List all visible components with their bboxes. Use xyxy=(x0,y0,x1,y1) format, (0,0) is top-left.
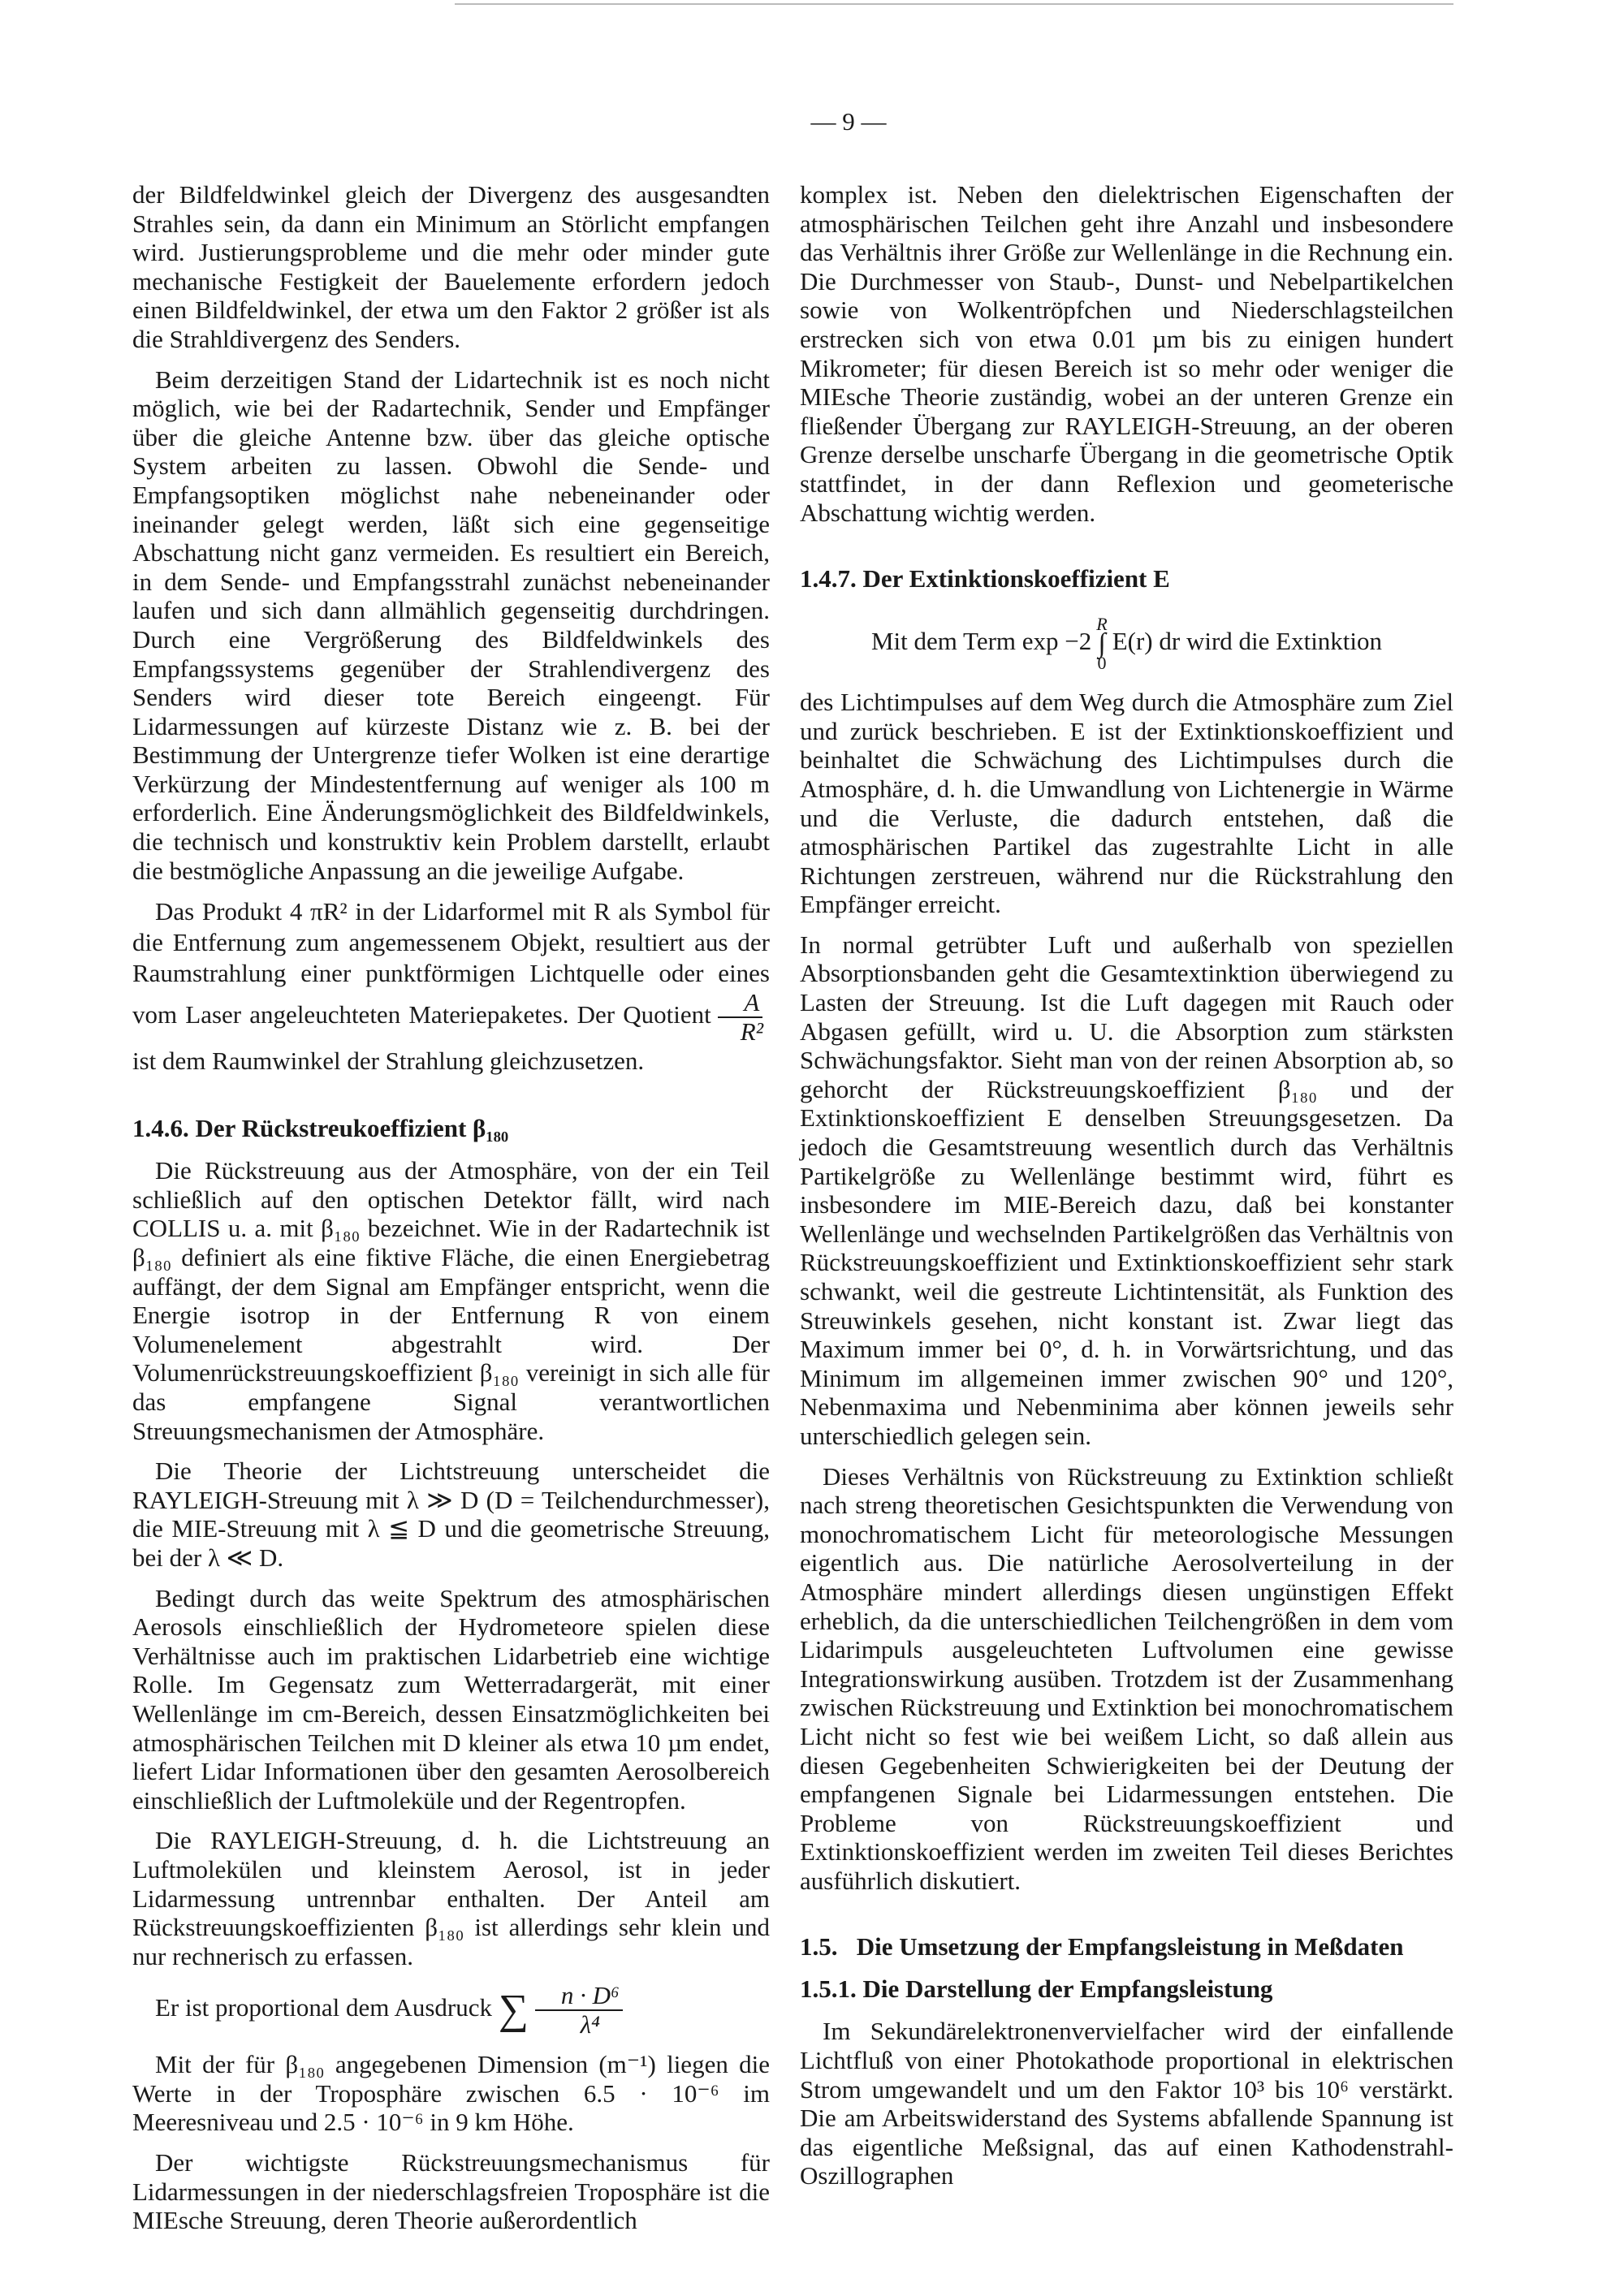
left-column xyxy=(132,180,770,2246)
section-heading-1-4-7: 1.4.7. Der Extinktionskoeffizient E xyxy=(800,564,1170,593)
denominator: λ⁴ xyxy=(580,2010,600,2039)
paragraph: Dieses Verhältnis von Rückstreuung zu Extinktion schließt nach streng theoretischen Gesichtspunkten die Verwendung von monochromatischem Licht für meteorologische Messungen eigentlich aus. Die natürliche Aerosolverteilung in der Atmosphäre mindert allerdings diesen ungünstigen Effekt erheblich, da die unterschiedlichen Teilchengrößen in dem vom Lidarimpuls ausgeleuchteten Luftvolumen eine gewisse Integrationswirkung ausüben. Trotzdem ist der Zusammenhang zwischen Rückstreuung und Extinktion bei monochromatischem Licht nicht so fest wie bei weißem Licht, so daß allein aus diesen Gegebenheiten Schwierigkeiten bei der Deutung der empfangenen Signale bei Lidarmessungen entstehen. Die Probleme von Rückstreuungskoeffizient und Extinktionskoeffizient werden im zweiten Teil dieses Berichtes ausführlich diskutiert. xyxy=(800,1461,1453,1895)
paragraph: Im Sekundärelektronenvervielfacher wird der einfallende Lichtfluß von einer Photokathode proportional in elektrischen Strom umgewandelt und um den Faktor 10³ bis 10⁶ verstärkt. Die am Arbeitswiderstand des Systems abfallende Spannung ist das eigentliche Meßsignal, das auf einen Kathodenstrahl-Oszillographen xyxy=(800,2017,1453,2190)
integral xyxy=(1096,615,1107,673)
numerator: n · D⁶ xyxy=(535,1982,623,2011)
text: E(r) dr wird die Extinktion xyxy=(1112,627,1383,656)
text: Mit dem Term exp −2 xyxy=(870,627,1092,656)
integral-sign: ∫ xyxy=(1098,628,1106,659)
top-rule xyxy=(455,3,1453,5)
section-heading-1-5: 1.5. Die Umsetzung der Empfangsleistung in Meßdaten xyxy=(800,1932,1404,1962)
section-heading-1-4-6: 1.4.6. Der Rückstreukoeffizient β₁₈₀ xyxy=(132,1114,509,1143)
paragraph-sum-formula xyxy=(132,1982,770,2039)
paragraph: In normal getrübter Luft und außerhalb von speziellen Absorptionsbanden geht die Gesamtextinktion überwiegend zu Lasten der Streuung. Ist die Luft dagegen mit Rauch oder Abgasen gefüllt, wird u. U. die Absorption zum stärksten Schwächungsfaktor. Sieht man von der reinen Absorption ab, so gehorcht der Rückstreuungskoeffizient β₁₈₀ und der Extinktionskoeffizient E denselben Streuungsgesetzen. Da jedoch die Gesamtstreuung wesentlich durch das Verhältnis Partikelgröße zu Wellenlänge bestimmt wird, führt es insbesondere im MIE-Bereich dazu, daß bei konstanter Wellenlänge und wechselnden Partikelgrößen das Verhältnis von Rückstreuungskoeffizient und Extinktionskoeffizient sehr stark schwankt, weil die gestreute Lichtintensität, als Funktion des Streuwinkels gesehen, nicht konstant ist. Zwar liegt das Maximum immer bei 0°, d. h. in Vorwärtsrichtung, und das Minimum im allgemeinen immer zwischen 90° und 120°, Nebenmaxima und Nebenminima aber können jeweils sehr unterschiedlich gelegen sein. xyxy=(800,930,1453,1450)
text: ist dem Raumwinkel der Strahlung gleichzusetzen. xyxy=(132,1047,645,1076)
paragraph: komplex ist. Neben den dielektrischen Eigenschaften der atmosphärischen Teilchen geht ihre Anzahl und insbesondere das Verhältnis ihrer Größe zur Wellenlänge in die Rechnung ein. Die Durchmesser von Staub-, Dunst- und Nebelpartikelchen sowie von Wolkentröpfchen und Niederschlagsteilchen erstrecken sich von etwa 0.01 µm bis zu einigen hundert Mikrometer; für diesen Bereich ist so mehr oder weniger die MIEsche Theorie zuständig, wobei an der unteren Grenze ein fließender Übergang zur RAYLEIGH-Streuung, an der oberen Grenze derselbe unscharfe Übergang in die geometrische Optik stattfindet, in der dann Reflexion und geometerische Abschattung wichtig werden. xyxy=(800,180,1453,527)
right-column xyxy=(800,180,1453,2202)
fraction-a-over-r2 xyxy=(718,989,763,1046)
paragraph-quotient xyxy=(132,896,770,1077)
paragraph: Die Rückstreuung aus der Atmosphäre, von der ein Teil schließlich auf den optischen Detektor fällt, wird nach COLLIS u. a. mit β₁₈₀ bezeichnet. Wie in der Radartechnik ist β₁₈₀ definiert als eine fiktive Fläche, die einen Energiebetrag auffängt, der dem Signal am Empfänger entspricht, wenn die Energie isotrop in der Entfernung R von einem Volumenelement abgestrahlt wird. Der Volumenrückstreuungskoeffizient β₁₈₀ vereinigt in sich alle für das empfangene Signal verantwortlichen Streuungsmechanismen der Atmosphäre. xyxy=(132,1156,770,1445)
fraction-nd6-over-lambda4 xyxy=(535,1982,623,2039)
page-number: — 9 — xyxy=(810,107,887,136)
paragraph: Bedingt durch das weite Spektrum des atmosphärischen Aerosols einschließlich der Hydrometeore spielen diese Verhältnisse auch im praktischen Lidarbetrieb eine wichtige Rolle. Im Gegensatz zum Wetterradargerät, mit einer Wellenlänge im cm-Bereich, dessen Einsatzmöglichkeiten bei atmosphärischen Teilchen mit D kleiner als etwa 10 µm endet, liefert Lidar Informationen über den gesamten Aerosolbereich einschließlich der Luftmoleküle und der Regentropfen. xyxy=(132,1583,770,1815)
section-heading-1-5-1: 1.5.1. Die Darstellung der Empfangsleistung xyxy=(800,1974,1273,2004)
paragraph: Beim derzeitigen Stand der Lidartechnik ist es noch nicht möglich, wie bei der Radartechnik, Sender und Empfänger über die gleiche Antenne bzw. über das gleiche optische System arbeiten zu lassen. Obwohl die Sende- und Empfangsoptiken möglichst nahe nebeneinander oder ineinander gelegt werden, läßt sich eine gegenseitige Abschattung nicht ganz vermeiden. Es resultiert ein Bereich, in dem Sende- und Empfangsstrahl zunächst nebeneinander laufen und sich dann allmählich gegenseitig durchdringen. Durch eine Vergrößerung des Bildfeldwinkels des Empfangssystems gegenüber der Strahlendivergenz des Senders wird dieser tote Bereich eingeengt. Für Lidarmessungen auf kürzeste Distanz wie z. B. bei der Bestimmung der Untergrenze tiefer Wolken ist eine derartige Verkürzung der Mindestentfernung auf weniger als 100 m erforderlich. Eine Änderungsmöglichkeit des Bildfeldwinkels, die technisch und konstruktiv kein Problem darstellt, erlaubt die bestmögliche Anpassung an die jeweilige Aufgabe. xyxy=(132,365,770,885)
text: Das Produkt 4 πR² in der Lidarformel mit R als Symbol für die Entfernung zum angemessenem Objekt, resultiert aus der Raumstrahlung einer punktförmigen Lichtquelle oder eines vom Laser angeleuchteten Materiepaketes. Der Quotient xyxy=(132,897,770,1029)
paragraph: der Bildfeldwinkel gleich der Divergenz des ausgesandten Strahles sein, da dann ein Minimum an Störlicht empfangen wird. Justierungsprobleme und die mehr oder minder gute mechanische Festigkeit der Bauelemente erfordern jedoch einen Bildfeldwinkel, der etwa um den Faktor 2 größer ist als die Strahldivergenz des Senders. xyxy=(132,180,770,353)
numerator: A xyxy=(718,989,762,1018)
text: Er ist proportional dem Ausdruck xyxy=(155,1993,492,2022)
denominator: R² xyxy=(740,1017,763,1047)
paragraph: Die RAYLEIGH-Streuung, d. h. die Lichtstreuung an Luftmolekülen und kleinstem Aerosol, ist in jeder Lidarmessung untrennbar enthalten. Der Anteil am Rückstreuungskoeffizienten β₁₈₀ ist allerdings sehr klein und nur rechnerisch zu erfassen. xyxy=(132,1826,770,1970)
paragraph: Die Theorie der Lichtstreuung unterscheidet die RAYLEIGH-Streuung mit λ ≫ D (D = Teilchendurchmesser), die MIE-Streuung mit λ ≦ D und die geometrische Streuung, bei der λ ≪ D. xyxy=(132,1457,770,1572)
integral-formula xyxy=(800,615,1453,673)
paragraph: Mit der für β₁₈₀ angegebenen Dimension (m⁻¹) liegen die Werte in der Troposphäre zwischen 6.5 · 10⁻⁶ im Meeresniveau und 2.5 · 10⁻⁶ in 9 km Höhe. xyxy=(132,2050,770,2137)
lower-limit: 0 xyxy=(1097,653,1107,674)
paragraph: Der wichtigste Rückstreuungsmechanismus für Lidarmessungen in der niederschlagsfreien Troposphäre ist die MIEsche Streuung, deren Theorie außerordentlich xyxy=(132,2148,770,2235)
sum-symbol: ∑ xyxy=(498,1987,529,2034)
paragraph: des Lichtimpulses auf dem Weg durch die Atmosphäre zum Ziel und zurück beschrieben. E ist der Extinktionskoeffizient und beinhaltet die Schwächung des Lichtimpulses durch die Atmosphäre, d. h. die Umwandlung von Lichtenergie in Wärme und die Verluste, die dadurch entstehen, daß die atmosphärischen Partikel das zugestrahlte Licht in alle Richtungen zerstreuen, während nur die Rückstrahlung den Empfänger erreicht. xyxy=(800,688,1453,919)
upper-limit: R xyxy=(1096,614,1108,635)
